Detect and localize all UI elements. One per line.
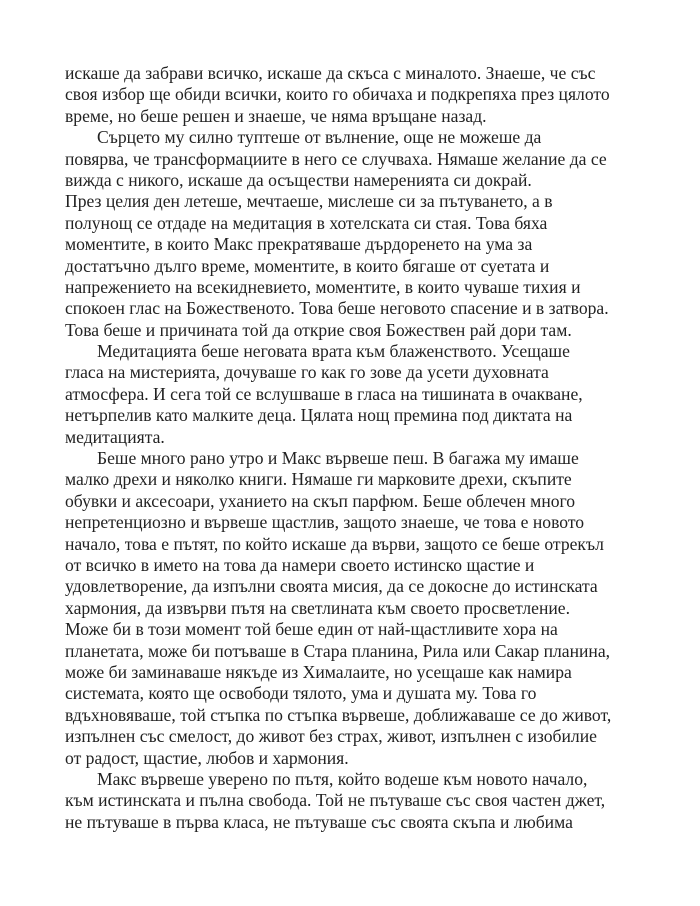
text-line: към истинската и пълна свобода. Той не пътуваше със своя частен джет, bbox=[65, 790, 606, 811]
paragraph-first-line: Беше много рано утро и Макс вървеше пеш. В багажа му имаше bbox=[97, 448, 579, 469]
text-line: През целия ден летеше, мечтаеше, мислеше си за пътуването, а в bbox=[65, 191, 553, 212]
text-line: своя избор ще обиди всички, които го обичаха и подкрепяха през цялото bbox=[65, 84, 610, 105]
text-line: от радост, щастие, любов и хармония. bbox=[65, 747, 349, 768]
text-line: моментите, в които Макс прекратяваше дърдоренето на ума за bbox=[65, 234, 533, 255]
text-line: нетърпелив като малките деца. Цялата нощ премина под диктата на bbox=[65, 405, 573, 426]
text-line: медитацията. bbox=[65, 426, 165, 447]
text-line: от всичко в името на това да намери своето истинско щастие и bbox=[65, 554, 535, 575]
text-line: начало, това е пътят, по който искаше да върви, защото се беше отрекъл bbox=[65, 533, 604, 554]
text-line: хармония, да извърви пътя на светлината към своето просветление. bbox=[65, 597, 570, 618]
text-line: малко дрехи и няколко книги. Нямаше ги марковите дрехи, скъпите bbox=[65, 469, 572, 490]
text-line: изпълнен със смелост, до живот без страх, живот, изпълнен с изобилие bbox=[65, 726, 597, 747]
text-line: обувки и аксесоари, уханието на скъп парфюм. Беше облечен много bbox=[65, 490, 576, 511]
text-line: полунощ се отдаде на медитация в хотелската си стая. Това бяха bbox=[65, 212, 548, 233]
text-line: удовлетворение, да изпълни своята мисия, да се докосне до истинската bbox=[65, 576, 598, 597]
text-line: време, но беше решен и знаеше, че няма връщане назад. bbox=[65, 105, 487, 126]
text-line: гласа на мистерията, дочуваше го как го зове да усети духовната bbox=[65, 362, 549, 383]
paragraph-first-line: Медитацията беше неговата врата към блаженството. Усещаше bbox=[97, 341, 570, 362]
text-line: Това беше и причината той да открие своя Божествен рай дори там. bbox=[65, 319, 572, 340]
text-line: планетата, може би потъваше в Стара планина, Рила или Сакар планина, bbox=[65, 640, 611, 661]
text-line: достатъчно дълго време, моментите, в които бягаше от суетата и bbox=[65, 255, 550, 276]
body-text bbox=[65, 63, 645, 833]
paragraph-first-line: Макс вървеше уверено по пътя, който водеше към новото начало, bbox=[97, 768, 588, 789]
text-line: може би заминаваше някъде из Хималаите, но усещаше как намира bbox=[65, 661, 572, 682]
text-line: Може би в този момент той беше един от най-щастливите хора на bbox=[65, 619, 558, 640]
text-line: вижда с никого, искаше да осъществи намеренията си докрай. bbox=[65, 169, 532, 190]
text-line: искаше да забрави всичко, искаше да скъса с миналото. Знаеше, че със bbox=[65, 63, 596, 83]
text-line: атмосфера. И сега той се вслушваше в гласа на тишината в очакване, bbox=[65, 383, 583, 404]
text-line: повярва, че трансформациите в него се случваха. Нямаше желание да се bbox=[65, 148, 607, 169]
text-line: системата, която ще освободи тялото, ума и душата му. Това го bbox=[65, 683, 537, 704]
text-line: непретенциозно и вървеше щастлив, защото знаеше, че това е новото bbox=[65, 512, 585, 533]
text-line: спокоен глас на Божественото. Това беше неговото спасение и в затвора. bbox=[65, 298, 609, 319]
text-line: вдъхновяваше, той стъпка по стъпка вървеше, доближаваше се до живот, bbox=[65, 704, 612, 725]
paragraph-first-line: Сърцето му силно туптеше от вълнение, още не можеше да bbox=[97, 127, 542, 148]
text-line: напрежението на всекидневието, моментите, в които чуваше тихия и bbox=[65, 276, 581, 297]
text-line: не пътуваше в първа класа, не пътуваше със своята скъпа и любима bbox=[65, 811, 573, 832]
